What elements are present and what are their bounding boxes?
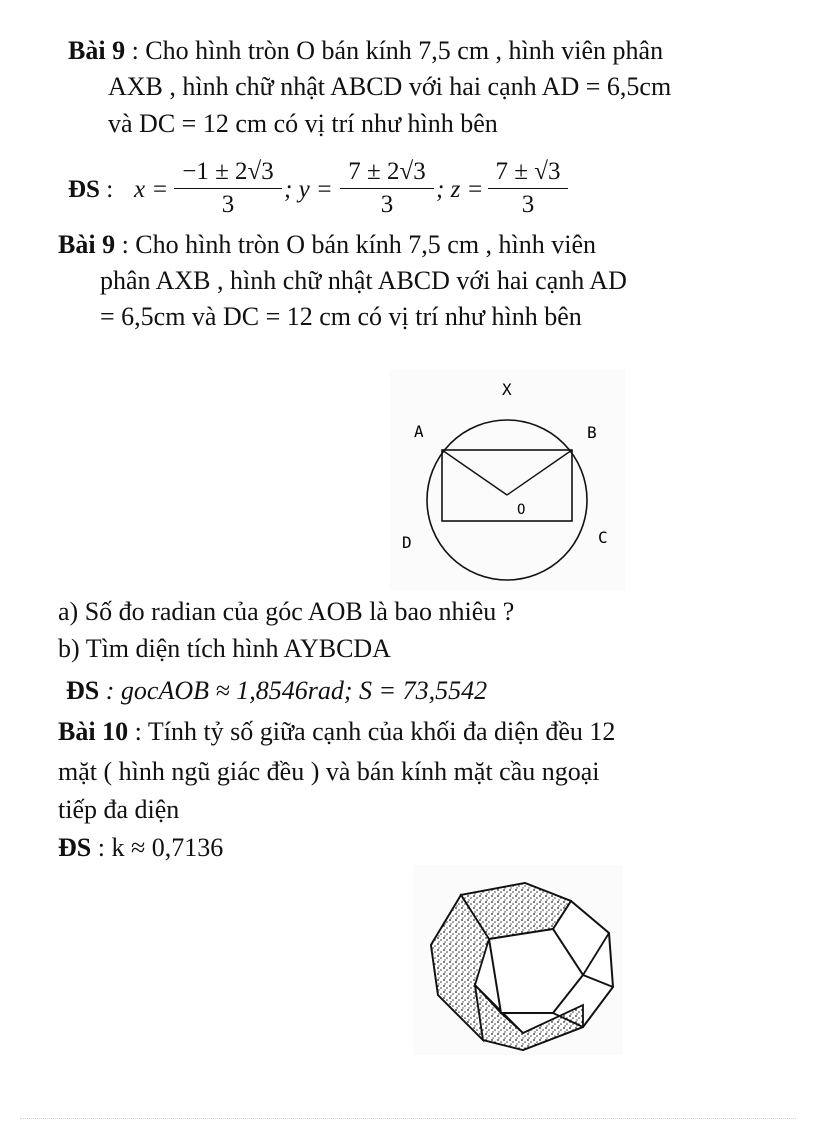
problem-text: : Cho hình tròn O bán kính 7,5 cm , hình viên xyxy=(115,230,597,259)
label-d: D xyxy=(402,533,412,552)
x-fraction xyxy=(174,158,282,219)
dodecahedron-figure xyxy=(413,865,623,1055)
z-denominator: 3 xyxy=(521,191,535,218)
z-variable: ; z = xyxy=(436,176,484,203)
problem-label: Bài 9 xyxy=(68,36,126,65)
y-fraction xyxy=(340,158,434,219)
p3-line1 xyxy=(58,717,615,747)
problem-text: : Tính tỷ số giữa cạnh của khối đa diện đều 12 xyxy=(128,717,616,746)
p1-line2: AXB , hình chữ nhật ABCD với hai cạnh AD = 6,5cm xyxy=(108,72,672,101)
p2-line2: phân AXB , hình chữ nhật ABCD với hai cạnh AD xyxy=(100,266,627,295)
label-x: X xyxy=(502,380,512,399)
answer-label: ĐS xyxy=(58,833,92,862)
x-denominator: 3 xyxy=(221,191,235,218)
label-o: O xyxy=(517,502,526,518)
p3-line3: tiếp đa diện xyxy=(58,795,180,824)
circle-rectangle-figure xyxy=(390,370,625,590)
answer-label: ĐS : xyxy=(68,176,114,203)
label-b: B xyxy=(587,423,597,442)
answer-2 xyxy=(66,676,487,706)
p1-line1 xyxy=(68,36,663,66)
answer-3 xyxy=(58,833,223,863)
figure-background xyxy=(390,370,625,590)
answer-value: : k ≈ 0,7136 xyxy=(91,833,224,862)
problem-label: Bài 10 xyxy=(58,717,129,746)
p3-line2: mặt ( hình ngũ giác đều ) và bán kính mặt cầu ngoại xyxy=(58,757,600,786)
question-b: b) Tìm diện tích hình AYBCDA xyxy=(58,634,391,663)
y-denominator: 3 xyxy=(380,191,394,218)
p2-line3: = 6,5cm và DC = 12 cm có vị trí như hình bên xyxy=(100,302,582,331)
y-variable: ; y = xyxy=(284,176,333,203)
p1-line3: và DC = 12 cm có vị trí như hình bên xyxy=(108,109,498,138)
problem-text: : Cho hình tròn O bán kính 7,5 cm , hình viên phân xyxy=(125,36,664,65)
question-a: a) Số đo radian của góc AOB là bao nhiêu ? xyxy=(58,597,515,626)
answer-label: ĐS xyxy=(66,676,100,705)
z-fraction xyxy=(488,158,568,219)
x-variable: x = xyxy=(134,176,169,203)
z-numerator: 7 ± √3 xyxy=(488,158,568,189)
problem-label: Bài 9 xyxy=(58,230,116,259)
answer-value: : gocAOB ≈ 1,8546rad; S = 73,5542 xyxy=(99,676,488,705)
label-c: C xyxy=(598,528,608,547)
x-numerator: −1 ± 2√3 xyxy=(174,158,282,189)
y-numerator: 7 ± 2√3 xyxy=(340,158,434,189)
page-bottom-divider xyxy=(20,1118,796,1119)
label-a: A xyxy=(414,422,424,441)
p2-line1 xyxy=(58,230,596,260)
